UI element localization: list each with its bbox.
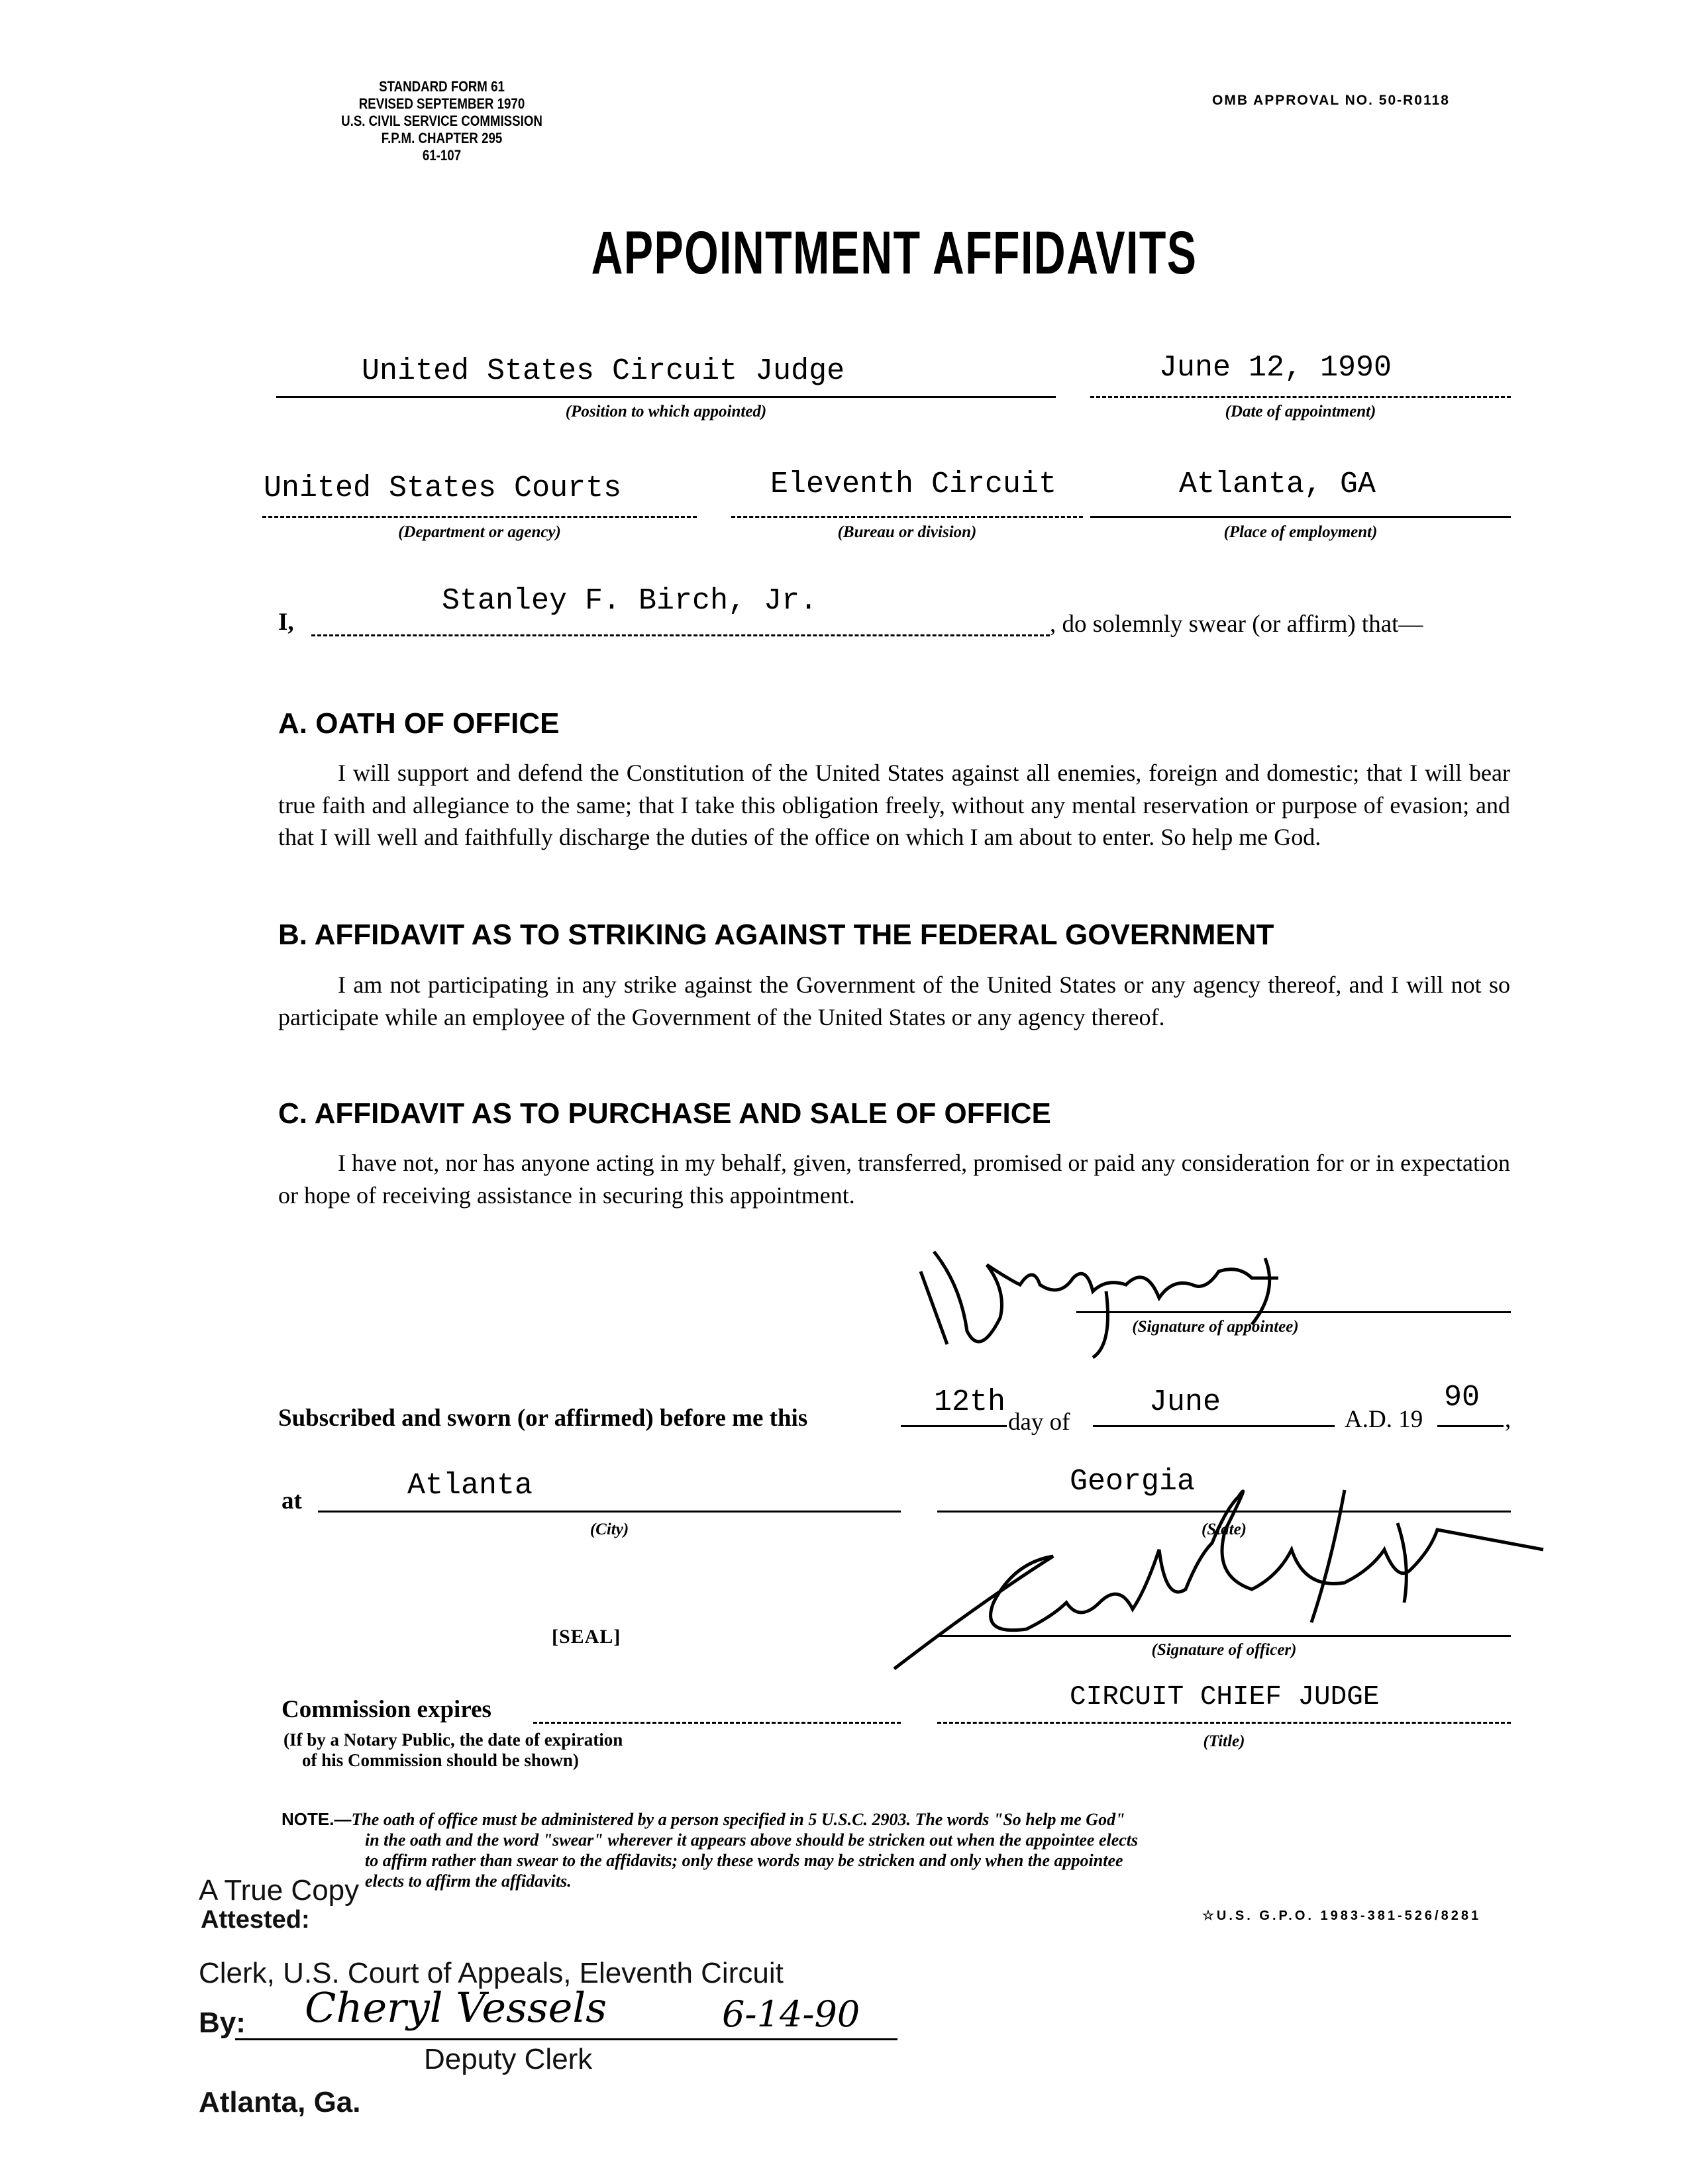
sworn-comma: , <box>1505 1406 1511 1433</box>
place-line <box>1090 516 1511 518</box>
date-value: June 12, 1990 <box>1159 351 1392 385</box>
position-value: United States Circuit Judge <box>362 354 845 388</box>
location-stamp: Atlanta, Ga. <box>199 2086 361 2118</box>
page-title: APPOINTMENT AFFIDAVITS <box>591 219 1198 287</box>
sworn-prefix: Subscribed and sworn (or affirmed) before me this <box>278 1405 808 1432</box>
title-value: CIRCUIT CHIEF JUDGE <box>1070 1682 1380 1712</box>
state-caption: (State) <box>1201 1520 1247 1538</box>
omb-approval: OMB APPROVAL NO. 50-R0118 <box>1212 93 1450 108</box>
city-value: Atlanta <box>407 1469 533 1503</box>
note-block <box>282 1809 1138 1891</box>
oath-prefix: I, <box>278 609 294 636</box>
appointee-signature <box>907 1225 1384 1371</box>
date-caption: (Date of appointment) <box>1225 403 1376 421</box>
deputy-signature: Cheryl Vessels <box>305 1983 607 2032</box>
section-b-text: I am not participating in any strike against the Government of the United States or any agency thereof, and I will not so participate while an employee of the Government of the United States or any agency thereof. <box>278 971 1510 1030</box>
section-b-heading: B. AFFIDAVIT AS TO STRIKING AGAINST THE FEDERAL GOVERNMENT <box>278 918 1274 951</box>
form-line: 61-107 <box>422 147 462 164</box>
ad-label: A.D. 19 <box>1345 1406 1423 1433</box>
note-line: in the oath and the word "swear" wherever it appears above should be stricken out when the appointee elects <box>365 1830 1139 1850</box>
commission-line <box>533 1722 901 1724</box>
day-line <box>901 1425 1007 1427</box>
appointee-name: Stanley F. Birch, Jr. <box>442 584 818 618</box>
section-a-heading: A. OATH OF OFFICE <box>278 707 560 740</box>
commission-note-line: of his Commission should be shown) <box>302 1750 579 1770</box>
city-line <box>318 1511 901 1513</box>
place-caption: (Place of employment) <box>1223 523 1378 541</box>
title-line <box>937 1722 1511 1724</box>
gpo-code: ☆U.S. G.P.O. 1983-381-526/8281 <box>1202 1909 1482 1923</box>
note-line: elects to affirm the affidavits. <box>365 1871 572 1891</box>
sworn-day: 12th <box>934 1385 1006 1419</box>
department-value: United States Courts <box>264 472 622 505</box>
commission-note <box>283 1730 623 1771</box>
attested-stamp: Attested: <box>201 1906 310 1934</box>
oath-suffix: , do solemnly swear (or affirm) that— <box>1050 611 1423 638</box>
commission-note-line: (If by a Notary Public, the date of expiration <box>283 1730 623 1750</box>
deputy-title: Deputy Clerk <box>424 2043 593 2075</box>
form-line: F.P.M. CHAPTER 295 <box>381 130 503 146</box>
place-value: Atlanta, GA <box>1179 468 1376 501</box>
name-line <box>311 634 1050 636</box>
deputy-date: 6-14-90 <box>722 1993 860 2035</box>
bureau-value: Eleventh Circuit <box>770 468 1057 501</box>
section-a-text: I will support and defend the Constitution of the United States against all enemies, foreign and domestic; that I will bear true faith and allegiance to the same; that I take this obligation freely, without any mental reservation or purpose of evasion; and that I will well and faithfully discharge the duties of the office on which I am about to enter. So help me God. <box>278 760 1510 850</box>
true-copy-stamp: A True Copy <box>199 1874 360 1907</box>
note-line: The oath of office must be administered by a person specified in 5 U.S.C. 2903. The words "So help me God" <box>351 1810 1125 1829</box>
position-line <box>276 396 1056 398</box>
section-c-text: I have not, nor has anyone acting in my behalf, given, transferred, promised or paid any consideration for or in expectation or hope of receiving assistance in securing this appointment. <box>278 1150 1510 1209</box>
seal-label: [SEAL] <box>552 1626 621 1648</box>
officer-signature-line <box>937 1635 1511 1637</box>
form-identifier <box>301 78 583 164</box>
sworn-year: 90 <box>1444 1381 1480 1415</box>
by-line <box>235 2038 897 2040</box>
title-caption: (Title) <box>1203 1732 1245 1750</box>
form-line: U.S. CIVIL SERVICE COMMISSION <box>341 113 542 129</box>
appointee-signature-caption: (Signature of appointee) <box>1132 1318 1299 1336</box>
department-line <box>262 516 697 518</box>
city-caption: (City) <box>589 1520 629 1538</box>
year-line <box>1437 1425 1504 1427</box>
officer-signature-caption: (Signature of officer) <box>1151 1641 1297 1659</box>
sworn-month: June <box>1149 1385 1221 1419</box>
position-caption: (Position to which appointed) <box>565 403 767 421</box>
state-value: Georgia <box>1070 1465 1196 1499</box>
note-line: to affirm rather than swear to the affidavits; only these words may be stricken and only when the appointee <box>365 1851 1123 1870</box>
date-line <box>1090 396 1511 398</box>
clerk-stamp: Clerk, U.S. Court of Appeals, Eleventh Circuit <box>199 1957 784 1989</box>
month-line <box>1093 1425 1335 1427</box>
appointee-signature-line <box>1076 1311 1511 1313</box>
bureau-caption: (Bureau or division) <box>837 523 977 541</box>
day-of-label: day of <box>1008 1409 1070 1436</box>
department-caption: (Department or agency) <box>398 523 561 541</box>
note-label: NOTE.— <box>282 1809 352 1829</box>
form-line: STANDARD FORM 61 <box>379 78 505 95</box>
commission-label: Commission expires <box>282 1696 491 1723</box>
at-label: at <box>282 1487 302 1514</box>
form-line: REVISED SEPTEMBER 1970 <box>358 95 525 112</box>
section-c-heading: C. AFFIDAVIT AS TO PURCHASE AND SALE OF OFFICE <box>278 1097 1051 1130</box>
by-label: By: <box>199 2007 246 2039</box>
bureau-line <box>731 516 1083 518</box>
